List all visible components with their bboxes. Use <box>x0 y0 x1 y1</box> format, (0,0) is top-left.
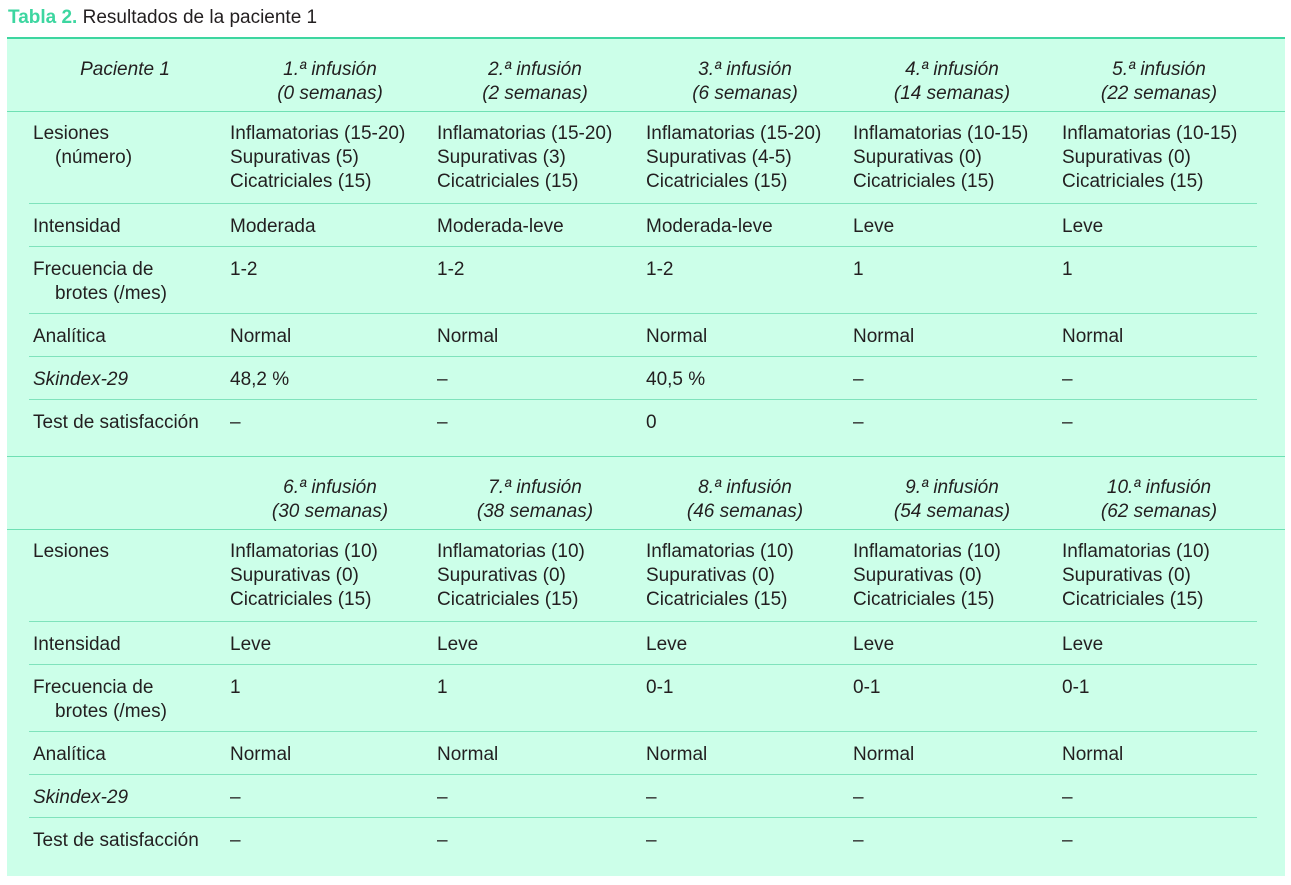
cell-line: Cicatriciales (15) <box>1062 589 1204 610</box>
row-label-text: Analítica <box>33 326 106 347</box>
cell-line: Inflamatorias (10-15) <box>853 123 1029 144</box>
table-cell <box>1062 122 1237 194</box>
table-row-analitica <box>7 732 1285 775</box>
cell-line: Supurativas (0) <box>1062 565 1191 586</box>
table-cell: – <box>646 830 657 851</box>
table-cell: 0-1 <box>853 677 881 698</box>
table-cell: – <box>1062 787 1073 808</box>
cell-line: Supurativas (0) <box>853 565 982 586</box>
table-row-test <box>7 400 1285 443</box>
row-label <box>33 786 128 810</box>
row-label <box>33 676 167 724</box>
header-line: 10.ª infusión <box>1106 477 1212 498</box>
table-cell: – <box>230 787 241 808</box>
table-cell <box>646 122 821 194</box>
cell-line: Cicatriciales (15) <box>853 589 995 610</box>
table-cell: – <box>437 830 448 851</box>
table-cell: Normal <box>646 744 708 765</box>
cell-line: Inflamatorias (10) <box>230 541 378 562</box>
table-cell: – <box>853 830 864 851</box>
table-cell: 1 <box>853 259 864 280</box>
table-cell: 0-1 <box>1062 677 1090 698</box>
table-cell: – <box>437 369 448 390</box>
table-cell: – <box>646 787 657 808</box>
row-label-text: Analítica <box>33 744 106 765</box>
table-row-intensidad <box>7 204 1285 247</box>
infusion-header <box>1059 476 1259 524</box>
table-cell: 0-1 <box>646 677 674 698</box>
table-cell <box>1062 540 1210 612</box>
table-cell <box>646 540 794 612</box>
cell-line: Supurativas (0) <box>853 147 982 168</box>
header-subline: (46 semanas) <box>686 501 804 522</box>
cell-line: Cicatriciales (15) <box>437 589 579 610</box>
row-label-line: brotes (/mes) <box>55 701 167 722</box>
table-cell <box>437 540 585 612</box>
header-subline: (0 semanas) <box>277 83 383 104</box>
table-row-skindex <box>7 775 1285 818</box>
patient-header <box>25 58 225 82</box>
table-cell: 40,5 % <box>646 369 706 390</box>
table-row-test <box>7 818 1285 861</box>
row-label <box>33 325 106 349</box>
header-line: 2.ª infusión <box>488 59 582 80</box>
cell-line: Inflamatorias (15-20) <box>230 123 406 144</box>
cell-line: Inflamatorias (15-20) <box>437 123 613 144</box>
row-label <box>33 633 121 657</box>
table-cell: Moderada-leve <box>437 216 564 237</box>
infusion-header <box>852 476 1052 524</box>
table-cell: – <box>853 787 864 808</box>
row-label <box>33 411 199 435</box>
row-label <box>33 215 121 239</box>
header-line: Paciente 1 <box>80 59 170 80</box>
cell-line: Cicatriciales (15) <box>646 589 788 610</box>
table-cell: Normal <box>1062 744 1124 765</box>
header-row <box>7 457 1285 530</box>
table-cell: 0 <box>646 412 657 433</box>
table-cell: – <box>230 830 241 851</box>
table-caption <box>8 5 317 31</box>
table-cell: – <box>437 412 448 433</box>
row-label-text: Test de satisfacción <box>33 830 199 851</box>
table-cell: 1-2 <box>230 259 258 280</box>
header-line: 5.ª infusión <box>1112 59 1206 80</box>
cell-line: Inflamatorias (10-15) <box>1062 123 1238 144</box>
header-row <box>7 39 1285 112</box>
table-cell: 1 <box>1062 259 1073 280</box>
table-cell: – <box>1062 830 1073 851</box>
table-cell: 1 <box>230 677 241 698</box>
row-label-line: Lesiones <box>33 541 110 562</box>
header-subline: (38 semanas) <box>476 501 594 522</box>
row-label-line: Frecuencia de <box>33 677 154 698</box>
cell-line: Supurativas (3) <box>437 147 566 168</box>
table-cell: Normal <box>230 326 292 347</box>
table-cell <box>437 122 612 194</box>
table-cell: – <box>853 369 864 390</box>
table-cell: 48,2 % <box>230 369 290 390</box>
row-label <box>33 368 128 392</box>
table-cell: Leve <box>853 634 895 655</box>
header-subline: (14 semanas) <box>893 83 1011 104</box>
cell-line: Supurativas (0) <box>646 565 775 586</box>
header-subline: (2 semanas) <box>482 83 588 104</box>
table-cell: Leve <box>646 634 688 655</box>
table-cell: – <box>1062 412 1073 433</box>
row-label-text: Skindex-29 <box>33 787 129 808</box>
row-label <box>33 829 199 853</box>
row-label-text: Test de satisfacción <box>33 412 199 433</box>
table-number: Tabla 2. <box>8 7 78 28</box>
row-label-line: brotes (/mes) <box>55 283 167 304</box>
table-row-analitica <box>7 314 1285 357</box>
cell-line: Inflamatorias (10) <box>646 541 794 562</box>
cell-line: Cicatriciales (15) <box>853 171 995 192</box>
header-line: 8.ª infusión <box>698 477 792 498</box>
header-subline: (30 semanas) <box>271 501 389 522</box>
table-cell: – <box>230 412 241 433</box>
table-row-intensidad <box>7 622 1285 665</box>
header-line: 3.ª infusión <box>698 59 792 80</box>
table-cell: Leve <box>230 634 272 655</box>
header-line: 7.ª infusión <box>488 477 582 498</box>
cell-line: Cicatriciales (15) <box>230 171 372 192</box>
cell-line: Supurativas (0) <box>437 565 566 586</box>
cell-line: Inflamatorias (10) <box>1062 541 1210 562</box>
cell-line: Supurativas (0) <box>1062 147 1191 168</box>
cell-line: Supurativas (5) <box>230 147 359 168</box>
table-row-frecuencia <box>7 665 1285 732</box>
results-table <box>7 37 1285 876</box>
infusion-header <box>435 476 635 524</box>
table-cell: Normal <box>437 326 499 347</box>
row-label-line: Frecuencia de <box>33 259 154 280</box>
table-row-frecuencia <box>7 247 1285 314</box>
table-cell: – <box>853 412 864 433</box>
infusion-header <box>645 58 845 106</box>
table-cell: Leve <box>853 216 895 237</box>
table-cell <box>853 540 1001 612</box>
table-cell <box>230 122 405 194</box>
infusion-header <box>852 58 1052 106</box>
cell-line: Inflamatorias (10) <box>437 541 585 562</box>
cell-line: Supurativas (4-5) <box>646 147 792 168</box>
infusion-header <box>230 476 430 524</box>
table-cell: Leve <box>1062 216 1104 237</box>
table-cell: – <box>437 787 448 808</box>
header-subline: (6 semanas) <box>692 83 798 104</box>
header-line: 1.ª infusión <box>283 59 377 80</box>
table-cell: Leve <box>437 634 479 655</box>
table-cell: 1-2 <box>646 259 674 280</box>
row-label-text: Intensidad <box>33 216 121 237</box>
cell-line: Inflamatorias (15-20) <box>646 123 822 144</box>
row-label <box>33 540 109 564</box>
header-line: 9.ª infusión <box>905 477 999 498</box>
table-row-skindex <box>7 357 1285 400</box>
infusion-header <box>230 58 430 106</box>
table-cell: 1-2 <box>437 259 465 280</box>
table-row-lesiones <box>7 111 1285 204</box>
cell-line: Supurativas (0) <box>230 565 359 586</box>
row-label <box>33 743 106 767</box>
cell-line: Inflamatorias (10) <box>853 541 1001 562</box>
table-title: Resultados de la paciente 1 <box>82 7 318 28</box>
cell-line: Cicatriciales (15) <box>437 171 579 192</box>
table-cell: Normal <box>1062 326 1124 347</box>
table-cell: – <box>1062 369 1073 390</box>
cell-line: Cicatriciales (15) <box>646 171 788 192</box>
cell-line: Cicatriciales (15) <box>1062 171 1204 192</box>
infusion-header <box>1059 58 1259 106</box>
row-label-text: Intensidad <box>33 634 121 655</box>
table-cell: Normal <box>437 744 499 765</box>
table-cell: 1 <box>437 677 448 698</box>
row-label-text: Skindex-29 <box>33 369 129 390</box>
cell-line: Cicatriciales (15) <box>230 589 372 610</box>
table-cell: Normal <box>853 326 915 347</box>
table-cell: Leve <box>1062 634 1104 655</box>
row-label-line: (número) <box>55 147 133 168</box>
table-cell <box>230 540 378 612</box>
header-line: 4.ª infusión <box>905 59 999 80</box>
infusion-header <box>645 476 845 524</box>
table-cell: Normal <box>646 326 708 347</box>
table-cell: Moderada <box>230 216 316 237</box>
header-line: 6.ª infusión <box>283 477 377 498</box>
row-label <box>33 258 167 306</box>
header-subline: (62 semanas) <box>1100 501 1218 522</box>
header-subline: (22 semanas) <box>1100 83 1218 104</box>
table-cell: Normal <box>230 744 292 765</box>
infusion-header <box>435 58 635 106</box>
header-subline: (54 semanas) <box>893 501 1011 522</box>
table-cell: Moderada-leve <box>646 216 773 237</box>
row-label-line: Lesiones <box>33 123 110 144</box>
table-cell <box>853 122 1028 194</box>
table-cell: Normal <box>853 744 915 765</box>
row-label <box>33 122 132 170</box>
table-row-lesiones <box>7 529 1285 622</box>
